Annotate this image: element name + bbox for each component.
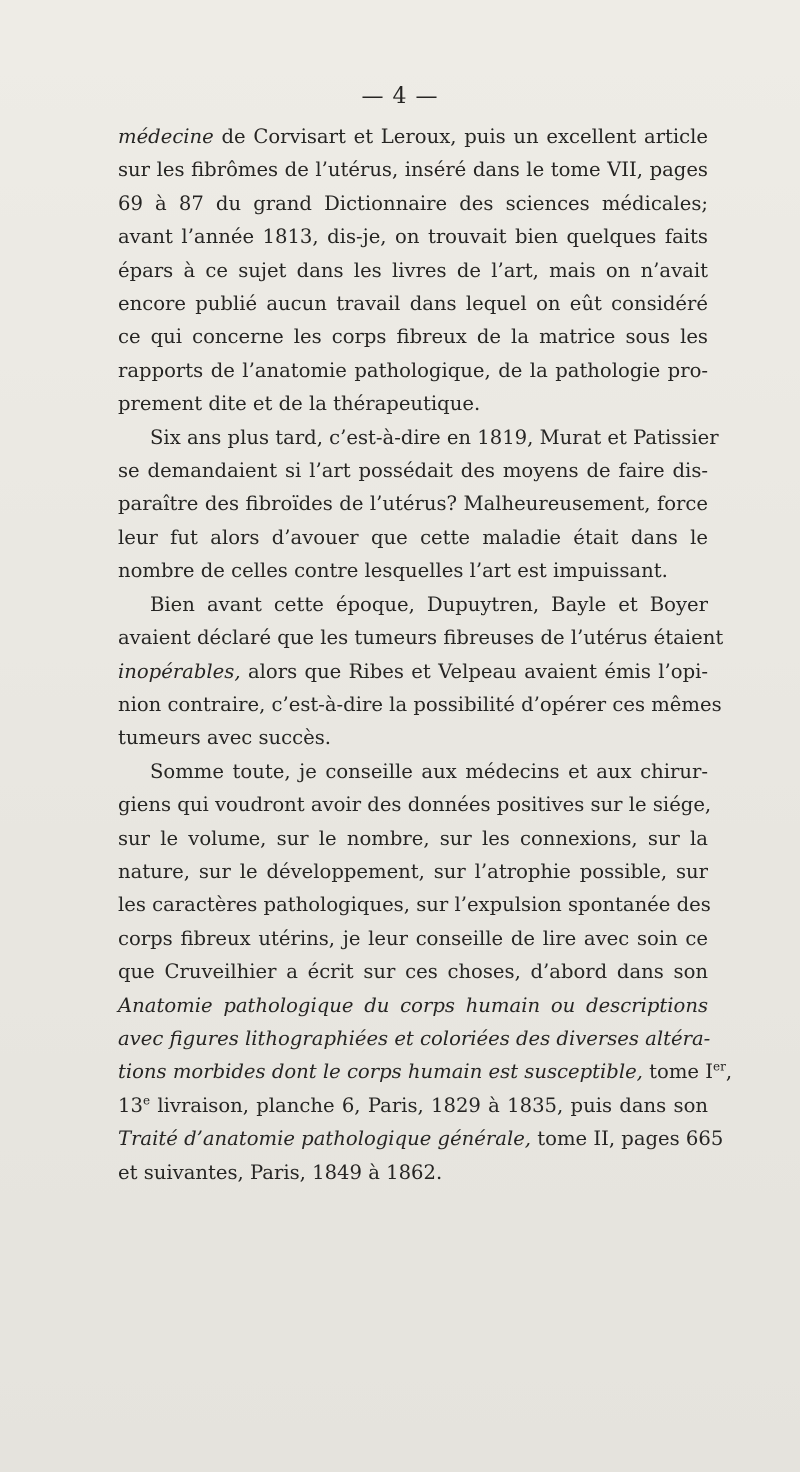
text-line	[118, 487, 708, 520]
text-line	[118, 1055, 733, 1088]
text-segment: Six ans plus tard, c’est-à-dire en 1819, Murat et Patissier	[150, 425, 719, 449]
text-segment: ,	[725, 1060, 733, 1084]
text-line	[118, 655, 708, 688]
text-line	[118, 721, 708, 754]
text-segment: ce qui concerne les corps fibreux de la matrice sous les	[118, 325, 708, 349]
text-line	[118, 888, 711, 921]
text-segment: prement dite et de la thérapeutique.	[118, 392, 481, 416]
text-line	[118, 1156, 708, 1189]
text-line	[118, 688, 722, 721]
italic-text: avec figures lithographiées et coloriées des diverses altéra-	[118, 1026, 711, 1050]
text-segment: les caractères pathologiques, sur l’expulsion spontanée des	[118, 893, 711, 917]
text-segment: 13	[118, 1093, 143, 1117]
text-segment: giens qui voudront avoir des données positives sur le siége,	[118, 793, 712, 817]
text-segment: avaient déclaré que les tumeurs fibreuses de l’utérus étaient	[118, 626, 724, 650]
text-segment: Bien avant cette époque, Dupuytren, Bayle et Boyer	[150, 592, 708, 616]
text-line	[118, 320, 708, 353]
text-segment: épars à ce sujet dans les livres de l’art, mais on n’avait	[118, 258, 708, 282]
text-line	[118, 421, 719, 454]
text-line	[118, 621, 724, 654]
text-segment: nombre de celles contre lesquelles l’art est impuissant.	[118, 559, 668, 583]
text-segment: rapports de l’anatomie pathologique, de la pathologie pro-	[118, 358, 708, 382]
text-segment: corps fibreux utérins, je leur conseille de lire avec soin ce	[118, 926, 708, 950]
italic-text: Traité d’anatomie pathologique générale,	[118, 1127, 532, 1151]
text-line	[118, 354, 708, 387]
superscript: er	[712, 1059, 726, 1074]
text-line	[118, 554, 708, 587]
text-line	[118, 755, 708, 788]
text-segment: alors que Ribes et Velpeau avaient émis l’opi-	[240, 659, 708, 683]
text-line	[118, 254, 708, 287]
text-segment: avant l’année 1813, dis-je, on trouvait bien quelques faits	[118, 225, 708, 249]
text-line	[118, 220, 708, 253]
text-segment: tome II, pages 665	[531, 1127, 724, 1151]
text-segment: sur les fibrômes de l’utérus, inséré dans le tome VII, pages	[118, 158, 708, 182]
text-line	[118, 588, 708, 621]
superscript: e	[142, 1093, 151, 1108]
text-line	[118, 153, 708, 186]
text-segment: nature, sur le développement, sur l’atrophie possible, sur	[118, 859, 708, 883]
text-segment: Somme toute, je conseille aux médecins et aux chirur-	[150, 759, 708, 783]
text-line	[118, 1089, 708, 1122]
text-line	[118, 521, 708, 554]
text-segment: que Cruveilhier a écrit sur ces choses, d’abord dans son	[118, 960, 708, 984]
text-segment: nion contraire, c’est-à-dire la possibilité d’opérer ces mêmes	[118, 692, 722, 716]
text-line	[118, 287, 708, 320]
text-line	[118, 922, 708, 955]
text-line	[118, 989, 708, 1022]
text-line	[118, 822, 708, 855]
italic-text: tions morbides dont le corps humain est susceptible,	[118, 1060, 643, 1084]
text-line	[118, 855, 708, 888]
text-line	[118, 788, 712, 821]
body-text	[118, 120, 733, 1189]
italic-text: Anatomie pathologique du corps humain ou descriptions	[118, 993, 708, 1017]
text-segment: livraison, planche 6, Paris, 1829 à 1835, puis dans son	[150, 1093, 708, 1117]
text-segment: se demandaient si l’art possédait des moyens de faire dis-	[118, 459, 708, 483]
italic-text: médecine	[118, 125, 214, 148]
text-segment: de Corvisart et Leroux, puis un excellent article	[213, 125, 708, 148]
page-number: — 4 —	[361, 84, 439, 109]
text-line	[118, 1022, 711, 1055]
text-segment: paraître des fibroïdes de l’utérus? Malheureusement, force	[118, 492, 708, 516]
italic-text: inopérables,	[118, 659, 241, 683]
text-segment: sur le volume, sur le nombre, sur les connexions, sur la	[118, 826, 708, 850]
text-segment: tome I	[642, 1060, 713, 1084]
text-line	[118, 387, 708, 420]
text-segment: et suivantes, Paris, 1849 à 1862.	[118, 1160, 443, 1184]
text-segment: tumeurs avec succès.	[118, 726, 331, 750]
text-line	[118, 120, 708, 153]
text-segment: 69 à 87 du grand Dictionnaire des sciences médicales;	[118, 191, 708, 215]
text-line	[118, 1122, 724, 1155]
text-line	[118, 187, 708, 220]
text-line	[118, 454, 708, 487]
text-segment: leur fut alors d’avouer que cette maladie était dans le	[118, 525, 708, 549]
text-line	[118, 955, 708, 988]
text-segment: encore publié aucun travail dans lequel on eût considéré	[118, 292, 708, 316]
